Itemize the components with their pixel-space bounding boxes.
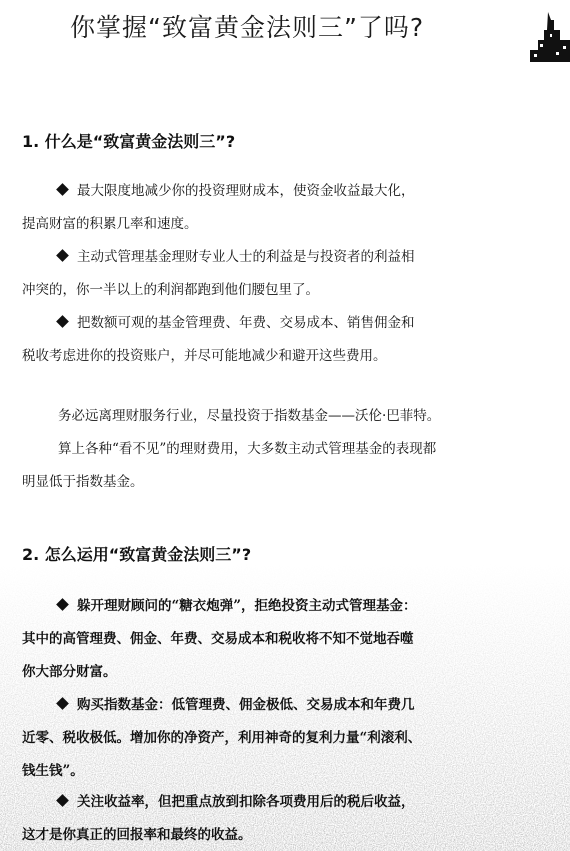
bullet-line	[22, 307, 550, 340]
section1-bullet-2	[22, 241, 550, 307]
text-line: 把数额可观的基金管理费、年费、交易成本、销售佣金和	[77, 315, 415, 331]
text-line: 最大限度地减少你的投资理财成本，使资金收益最大化，	[77, 183, 415, 199]
decorative-building-illustration	[530, 10, 570, 62]
text-line: 冲突的，你一半以上的利润都跑到他们腰包里了。	[22, 282, 319, 298]
text-line: 算上各种“看不见”的理财费用，大多数主动式管理基金的表现都	[58, 441, 437, 457]
text-line: 提高财富的积累几率和速度。	[22, 216, 198, 232]
text-line: 钱生钱”。	[22, 763, 84, 779]
text-line: 躲开理财顾问的“糖衣炮弹”，拒绝投资主动式管理基金：	[77, 598, 417, 614]
section2-heading: 2. 怎么运用“致富黄金法则三”?	[22, 545, 252, 564]
section1-quote	[22, 400, 550, 499]
text-line: 购买指数基金：低管理费、佣金极低、交易成本和年费几	[77, 697, 415, 713]
section2-bullet-2	[22, 689, 550, 788]
diamond-bullet-icon	[56, 249, 69, 262]
section1-bullet-1	[22, 175, 550, 241]
text-line: 主动式管理基金理财专业人士的利益是与投资者的利益相	[77, 249, 415, 265]
diamond-bullet-icon	[56, 794, 69, 807]
text-line: 近零、税收极低。增加你的净资产，利用神奇的复利力量“利滚利、	[22, 730, 422, 746]
bullet-line	[22, 241, 550, 274]
page-title: 你掌握“致富黄金法则三”了吗?	[70, 13, 425, 42]
section1-heading: 1. 什么是“致富黄金法则三”?	[22, 132, 236, 151]
diamond-bullet-icon	[56, 315, 69, 328]
diamond-bullet-icon	[56, 183, 69, 196]
text-line: 关注收益率，但把重点放到扣除各项费用后的税后收益，	[77, 794, 415, 810]
bullet-line	[22, 689, 550, 722]
text-line: 其中的高管理费、佣金、年费、交易成本和税收将不知不觉地吞噬	[22, 631, 414, 647]
bullet-line	[22, 590, 550, 623]
section2-bullet-3	[22, 786, 550, 851]
diamond-bullet-icon	[56, 598, 69, 611]
text-line: 明显低于指数基金。	[22, 474, 144, 490]
text-line: 这才是你真正的回报率和最终的收益。	[22, 827, 252, 843]
section2-bullet-1	[22, 590, 550, 689]
text-line: 务必远离理财服务行业，尽量投资于指数基金——沃伦·巴菲特。	[58, 408, 441, 424]
bullet-line	[22, 786, 550, 819]
text-line: 你大部分财富。	[22, 664, 117, 680]
section1-bullet-3	[22, 307, 550, 373]
bullet-line	[22, 175, 550, 208]
text-line: 税收考虑进你的投资账户，并尽可能地减少和避开这些费用。	[22, 348, 387, 364]
diamond-bullet-icon	[56, 697, 69, 710]
